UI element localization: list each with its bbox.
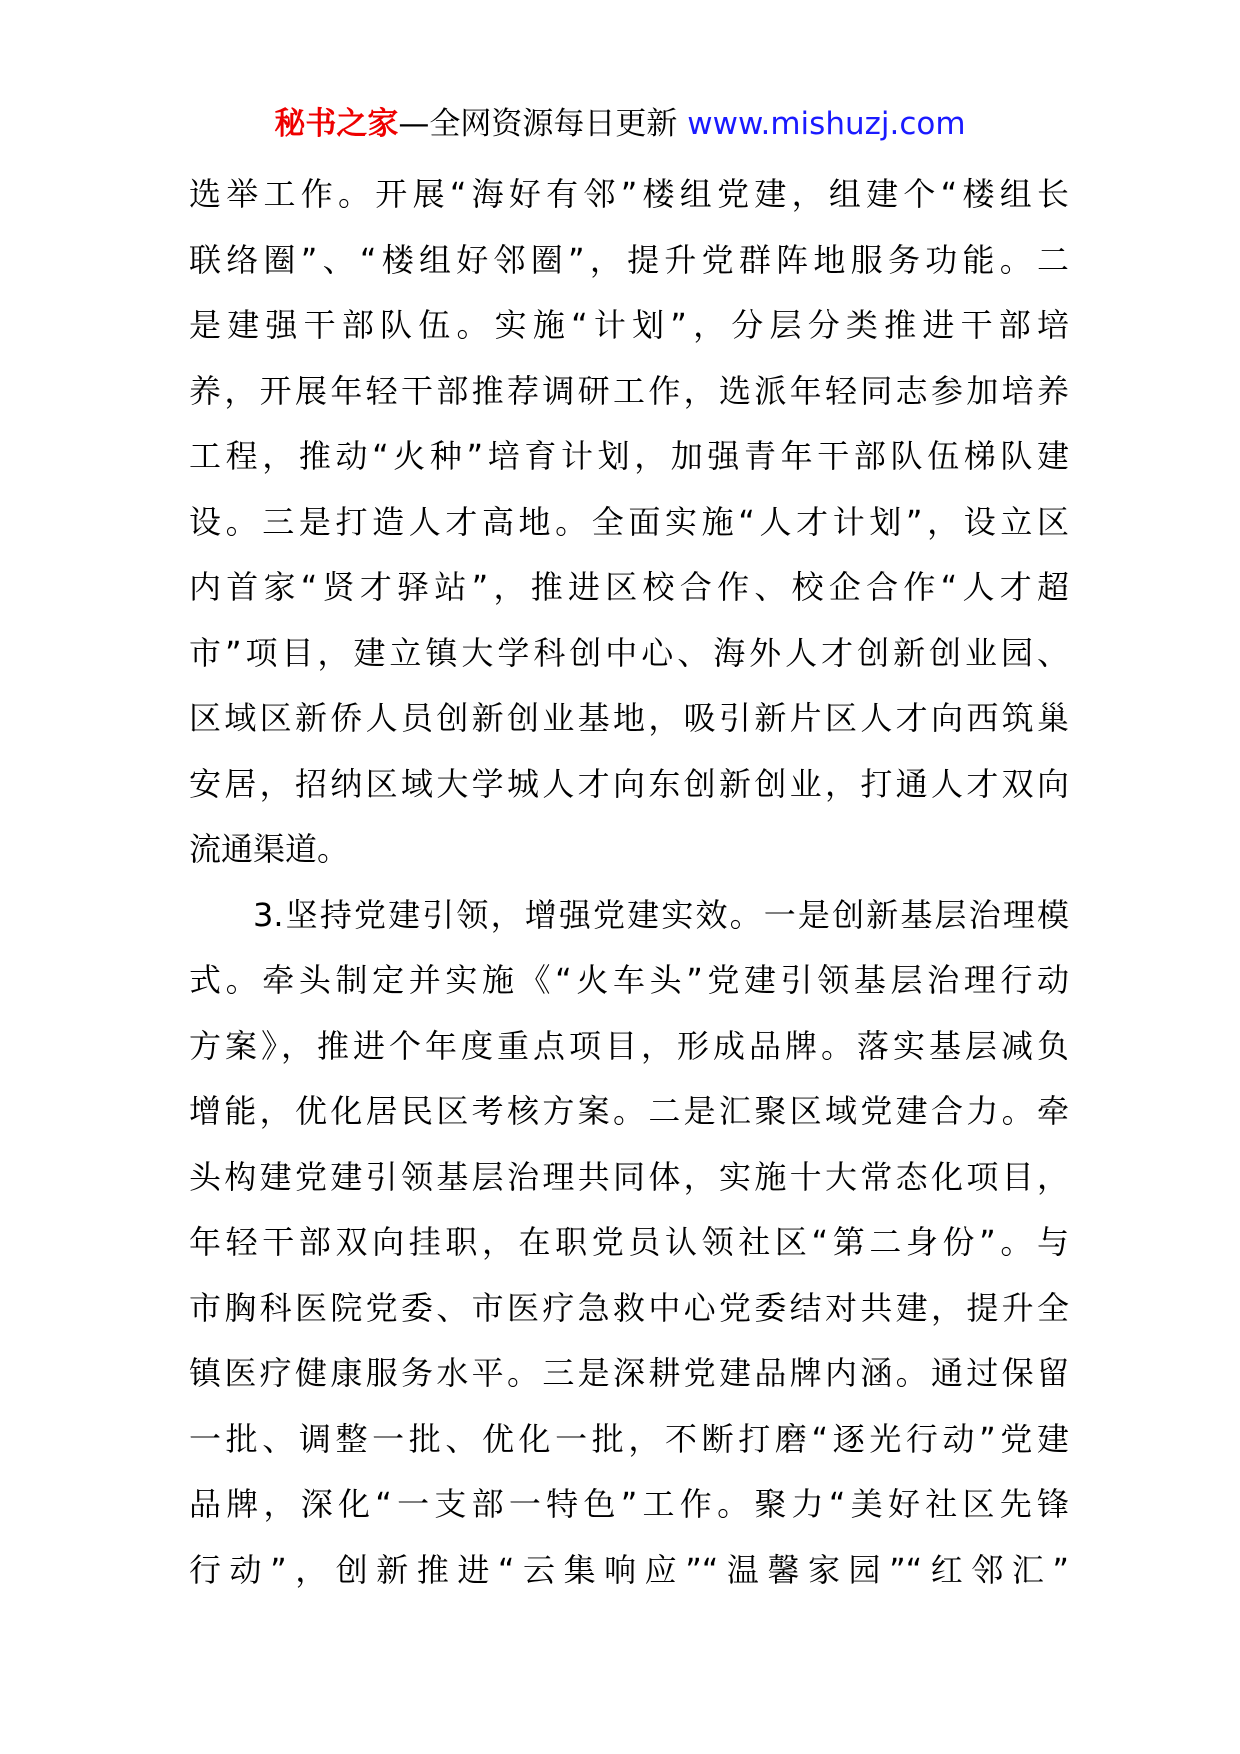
text-line: 养，开展年轻干部推荐调研工作，选派年轻同志参加培养 <box>189 371 1069 410</box>
document-body <box>189 162 1069 1603</box>
text-line: 流通渠道。 <box>189 830 350 868</box>
text-line: 设。三是打造人才高地。全面实施“人才计划”，设立区 <box>189 502 1069 541</box>
text-line: 市胸科医院党委、市医疗急救中心党委结对共建，提升全 <box>189 1288 1069 1327</box>
text-line: 安居，招纳区域大学城人才向东创新创业，打通人才双向 <box>189 764 1069 803</box>
text-line: 品牌，深化“一支部一特色”工作。聚力“美好社区先锋 <box>189 1485 1069 1523</box>
text-line: 镇医疗健康服务水平。三是深耕党建品牌内涵。通过保留 <box>189 1354 1069 1392</box>
paragraph-heading-line: 3.坚持党建引领，增强党建实效。一是创新基层治理模 <box>253 895 1069 934</box>
text-line: 工程，推动“火种”培育计划，加强青年干部队伍梯队建 <box>189 437 1069 475</box>
text-line: 年轻干部双向挂职，在职党员认领社区“第二身份”。与 <box>189 1223 1069 1261</box>
page-header <box>0 100 1240 148</box>
text-line: 一批、调整一批、优化一批，不断打磨“逐光行动”党建 <box>189 1419 1069 1458</box>
header-tagline: —全网资源每日更新 <box>398 106 688 142</box>
header-brand: 秘书之家 <box>274 106 399 142</box>
text-line: 是建强干部队伍。实施“计划”，分层分类推进干部培 <box>189 306 1069 344</box>
text-line: 选举工作。开展“海好有邻”楼组党建，组建个“楼组长 <box>189 175 1069 213</box>
text-line: 头构建党建引领基层治理共同体，实施十大常态化项目， <box>189 1157 1069 1196</box>
text-line: 区域区新侨人员创新创业基地，吸引新片区人才向西筑巢 <box>189 699 1069 737</box>
text-line: 式。牵头制定并实施《“火车头”党建引领基层治理行动 <box>189 961 1069 999</box>
text-line: 联络圈”、“楼组好邻圈”，提升党群阵地服务功能。二 <box>189 240 1069 279</box>
text-line: 内首家“贤才驿站”，推进区校合作、校企合作“人才超 <box>189 568 1069 606</box>
text-line: 行动”，创新推进“云集响应”“温馨家园”“红邻汇” <box>189 1550 1069 1589</box>
text-line: 增能，优化居民区考核方案。二是汇聚区域党建合力。牵 <box>189 1092 1069 1130</box>
text-line: 方案》，推进个年度重点项目，形成品牌。落实基层减负 <box>189 1026 1069 1065</box>
header-site-link[interactable]: www.mishuzj.com <box>687 106 966 142</box>
text-line: 市”项目，建立镇大学科创中心、海外人才创新创业园、 <box>189 633 1069 672</box>
